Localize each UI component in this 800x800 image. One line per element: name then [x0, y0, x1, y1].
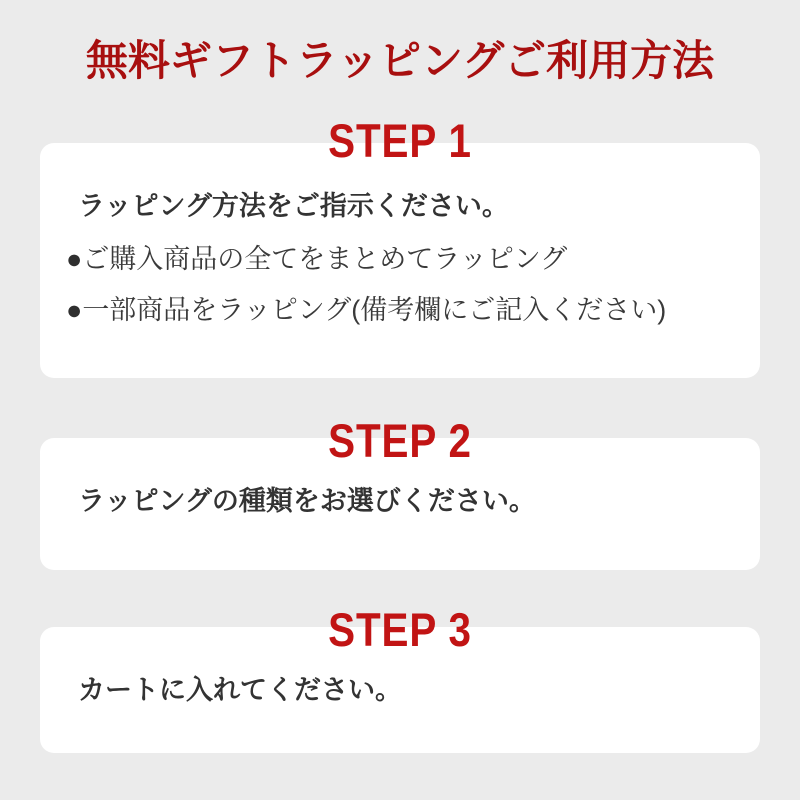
bullet-icon: ●	[66, 244, 83, 274]
list-item	[66, 242, 567, 277]
step-1-label: STEP 1	[328, 114, 472, 167]
step-2-heading: ラッピングの種類をお選びください。	[78, 486, 536, 516]
list-item	[66, 293, 666, 328]
step-2-label: STEP 2	[328, 414, 472, 467]
step-3-heading: カートに入れてください。	[78, 675, 402, 705]
bullet-text: 一部商品をラッピング(備考欄にご記入ください)	[82, 295, 667, 325]
bullet-text: ご購入商品の全てをまとめてラッピング	[82, 244, 568, 274]
step-1-card	[40, 143, 760, 378]
bullet-icon: ●	[66, 295, 83, 325]
step-1-heading: ラッピング方法をご指示ください。	[78, 191, 509, 221]
step-3-label: STEP 3	[328, 603, 472, 656]
page-title: 無料ギフトラッピングご利用方法	[85, 37, 715, 84]
